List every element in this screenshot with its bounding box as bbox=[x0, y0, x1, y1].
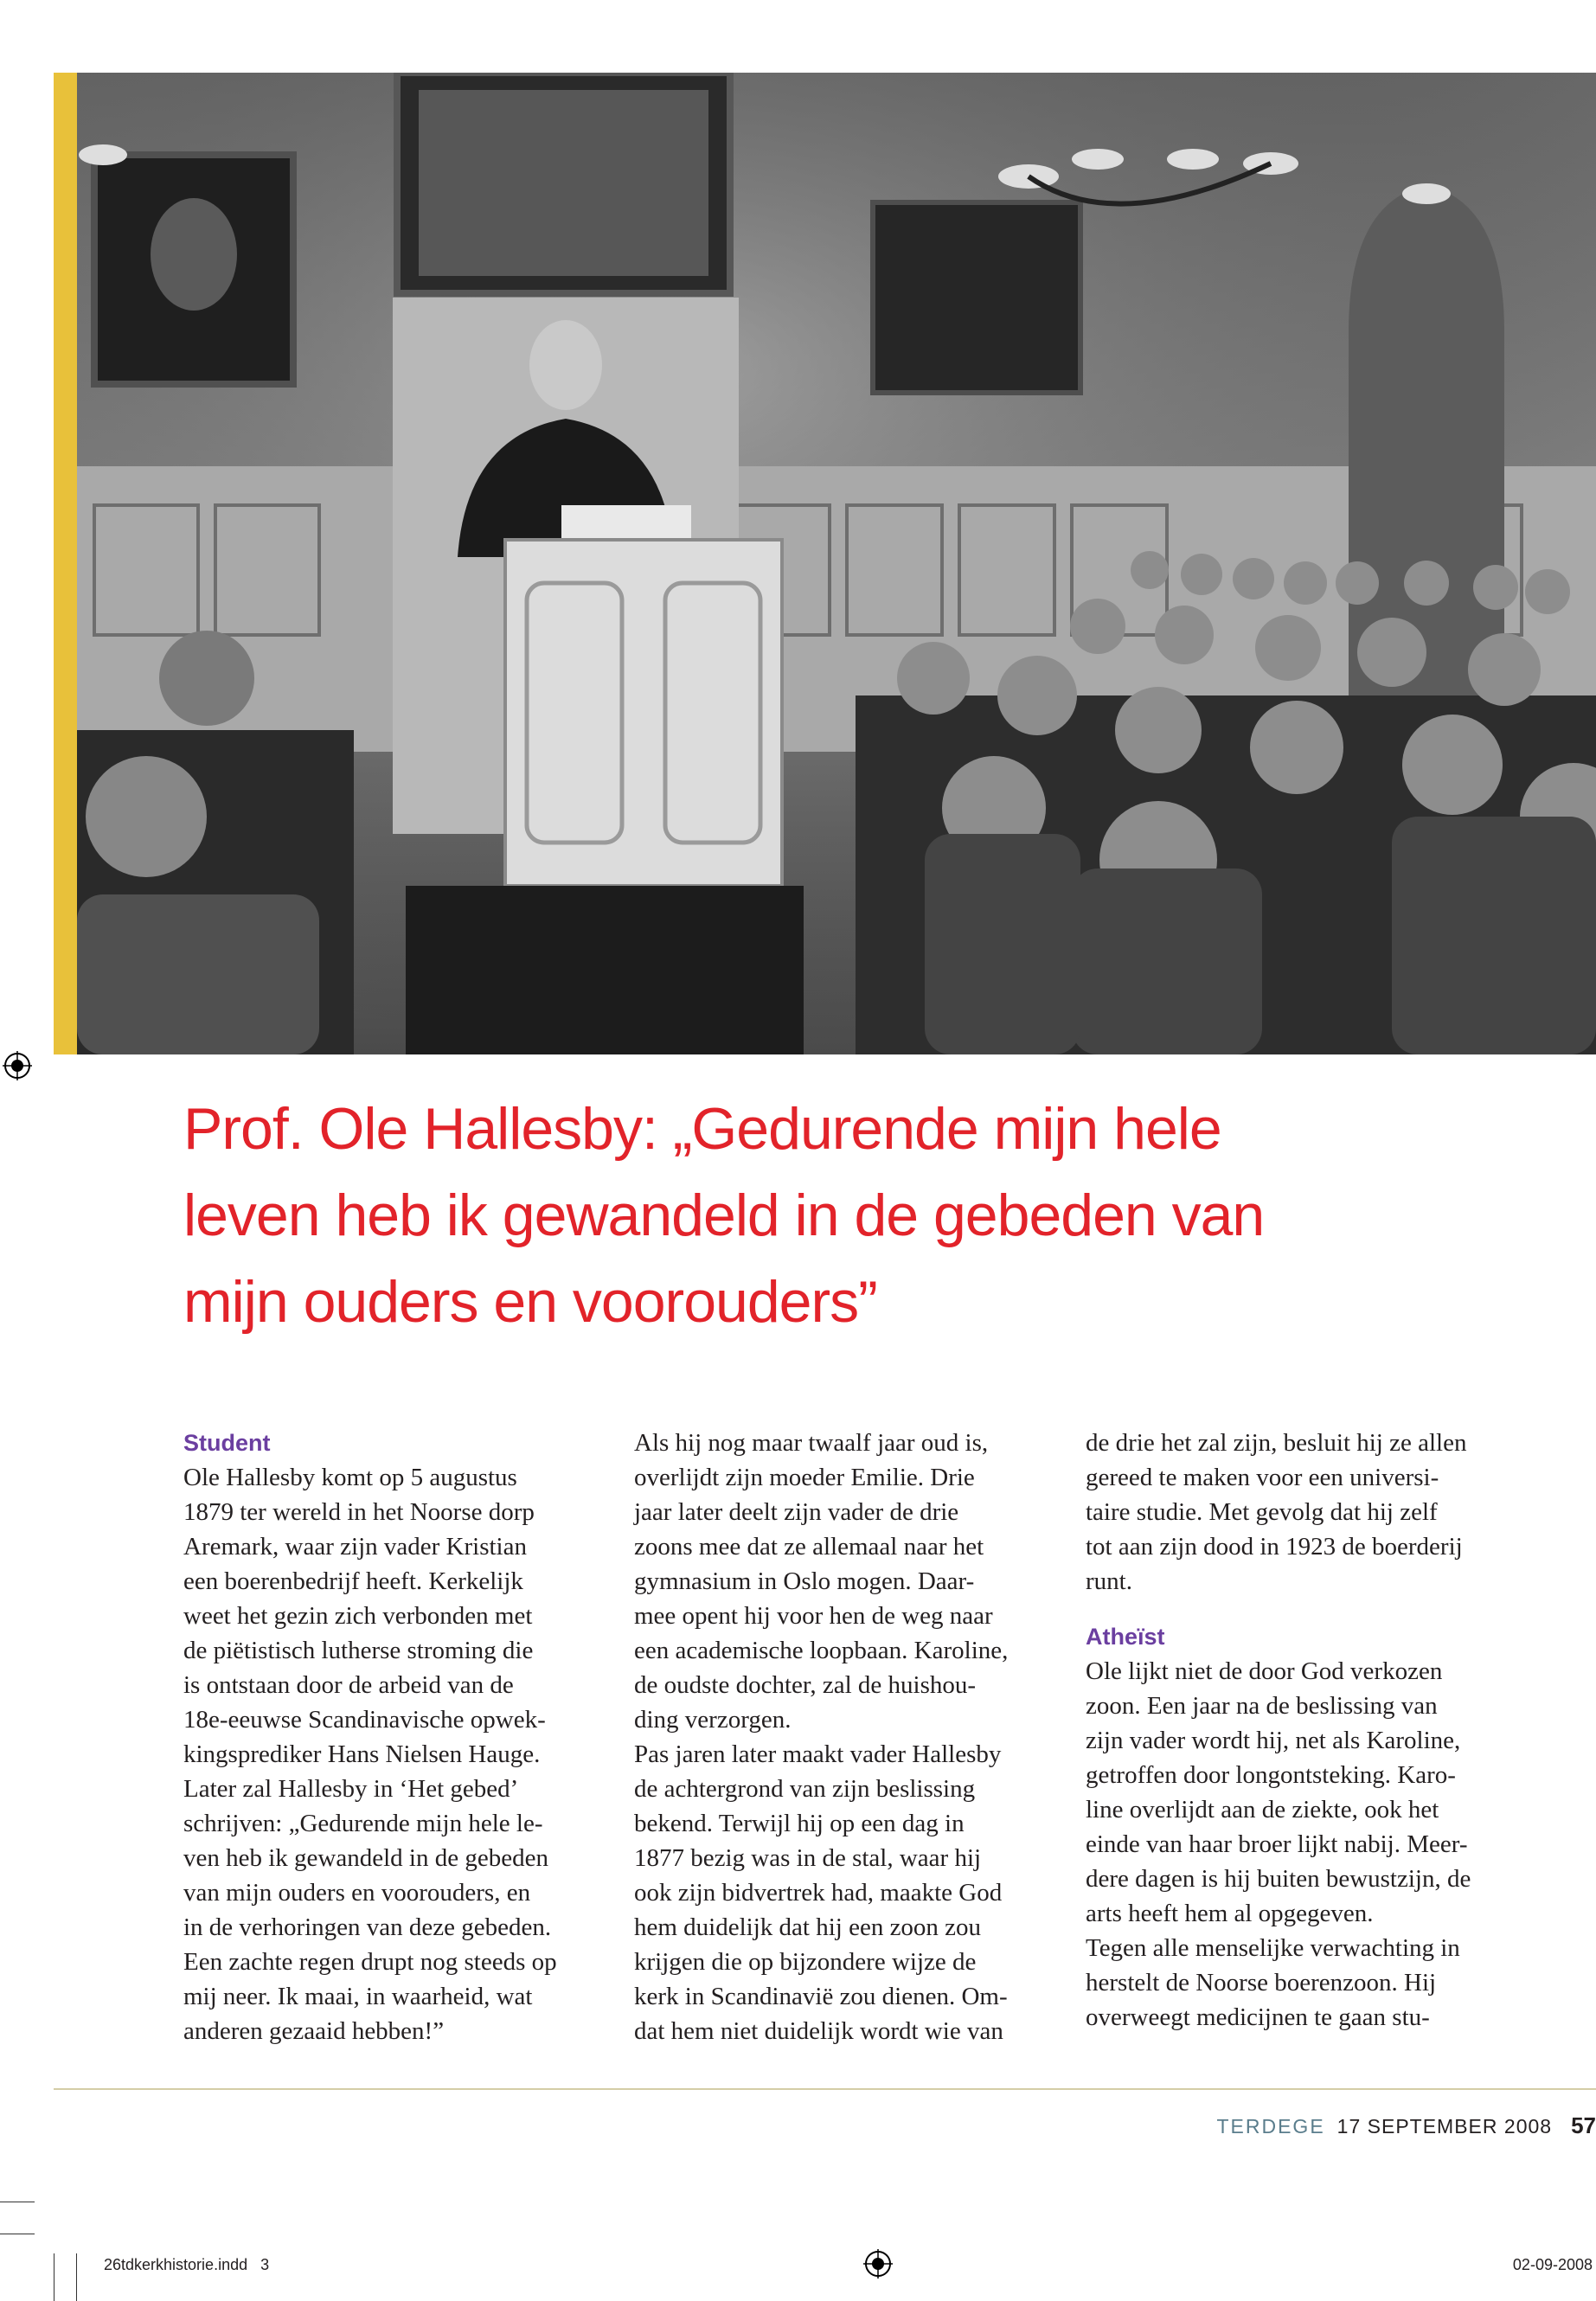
text-line: jaar later deelt zijn vader de drie bbox=[634, 1498, 959, 1526]
text-line: taire studie. Met gevolg dat hij zelf bbox=[1086, 1498, 1438, 1526]
text-line: ding verzorgen. bbox=[634, 1706, 792, 1734]
text-line: Tegen alle menselijke verwachting in bbox=[1086, 1934, 1460, 1962]
text-line: gymnasium in Oslo mogen. Daar- bbox=[634, 1567, 975, 1595]
text-line: overlijdt zijn moeder Emilie. Drie bbox=[634, 1464, 975, 1491]
crop-mark bbox=[76, 2253, 77, 2301]
text-line: overweegt medicijnen te gaan stu- bbox=[1086, 2003, 1430, 2031]
text-line: in de verhoringen van deze gebeden. bbox=[183, 1913, 552, 1941]
registration-mark-icon bbox=[863, 2249, 893, 2279]
text-line: ook zijn bidvertrek had, maakte God bbox=[634, 1879, 1003, 1907]
subheading-student: Student bbox=[183, 1430, 271, 1456]
text-line: anderen gezaaid hebben!” bbox=[183, 2017, 445, 2045]
lecture-hall-photo bbox=[77, 73, 1596, 1054]
text-line: zoon. Een jaar na de beslissing van bbox=[1086, 1692, 1438, 1720]
page-number: 57 bbox=[1571, 2112, 1596, 2138]
registration-mark-icon bbox=[3, 1051, 32, 1080]
text-line: is ontstaan door de arbeid van de bbox=[183, 1671, 514, 1699]
text-line: Een zachte regen drupt nog steeds op bbox=[183, 1948, 557, 1976]
text-line: hem duidelijk dat hij een zoon zou bbox=[634, 1913, 982, 1941]
text-line: tot aan zijn dood in 1923 de boerderij bbox=[1086, 1533, 1463, 1561]
slug-date: 02-09-2008 bbox=[1512, 2256, 1593, 2273]
text-line: mee opent hij voor hen de weg naar bbox=[634, 1602, 993, 1630]
text-column-2 bbox=[634, 1426, 1067, 2048]
text-line: gereed te maken voor een universi- bbox=[1086, 1464, 1439, 1491]
text-line: mij neer. Ik maai, in waarheid, wat bbox=[183, 1983, 533, 2010]
text-line: 18e-eeuwse Scandinavische opwek- bbox=[183, 1706, 546, 1734]
text-line: arts heeft hem al opgegeven. bbox=[1086, 1900, 1374, 1927]
text-line: zoons mee dat ze allemaal naar het bbox=[634, 1533, 984, 1561]
text-line: kerk in Scandinavië zou dienen. Om- bbox=[634, 1983, 1008, 2010]
text-line: getroffen door longontsteking. Karo- bbox=[1086, 1761, 1456, 1789]
text-line: 1877 bezig was in de stal, waar hij bbox=[634, 1844, 982, 1872]
text-line: zijn vader wordt hij, net als Karoline, bbox=[1086, 1727, 1461, 1754]
text-line: de piëtistisch lutherse stroming die bbox=[183, 1637, 534, 1664]
text-line: bekend. Terwijl hij op een dag in bbox=[634, 1810, 965, 1837]
text-line: dere dagen is hij buiten bewustzijn, de bbox=[1086, 1865, 1471, 1893]
page-footer bbox=[1216, 2112, 1596, 2139]
text-line: de achtergrond van zijn beslissing bbox=[634, 1775, 976, 1803]
issue-date: 17 SEPTEMBER 2008 bbox=[1336, 2115, 1553, 2138]
text-line: van mijn ouders en voorouders, en bbox=[183, 1879, 531, 1907]
title-line: leven heb ik gewandeld in de gebeden van bbox=[183, 1183, 1265, 1248]
slug-filename: 26tdkerkhistorie.indd 3 bbox=[104, 2256, 270, 2273]
subheading-atheist: Atheïst bbox=[1086, 1624, 1165, 1650]
text-line: 1879 ter wereld in het Noorse dorp bbox=[183, 1498, 535, 1526]
text-column-3 bbox=[1086, 1426, 1518, 2035]
text-line: Als hij nog maar twaalf jaar oud is, bbox=[634, 1429, 989, 1457]
text-line: kingsprediker Hans Nielsen Hauge. bbox=[183, 1740, 541, 1768]
article-title bbox=[183, 1086, 1533, 1345]
text-line: Aremark, waar zijn vader Kristian bbox=[183, 1533, 527, 1561]
text-line: Later zal Hallesby in ‘Het gebed’ bbox=[183, 1775, 519, 1803]
text-line: Pas jaren later maakt vader Hallesby bbox=[634, 1740, 1002, 1768]
text-line: schrijven: „Gedurende mijn hele le- bbox=[183, 1810, 543, 1837]
text-line: runt. bbox=[1086, 1567, 1132, 1595]
text-line: weet het gezin zich verbonden met bbox=[183, 1602, 533, 1630]
accent-bar bbox=[54, 73, 77, 1054]
text-column-1 bbox=[183, 1426, 616, 2048]
text-line: krijgen die op bijzondere wijze de bbox=[634, 1948, 977, 1976]
text-line: de oudste dochter, zal de huishou- bbox=[634, 1671, 977, 1699]
title-line: Prof. Ole Hallesby: „Gedurende mijn hele bbox=[183, 1096, 1221, 1162]
text-line: herstelt de Noorse boerenzoon. Hij bbox=[1086, 1969, 1437, 1997]
text-line: ven heb ik gewandeld in de gebeden bbox=[183, 1844, 548, 1872]
footer-rule bbox=[54, 2088, 1596, 2090]
text-line: een academische loopbaan. Karoline, bbox=[634, 1637, 1009, 1664]
text-line: de drie het zal zijn, besluit hij ze allen bbox=[1086, 1429, 1467, 1457]
title-line: mijn ouders en voorouders” bbox=[183, 1269, 877, 1335]
text-line: Ole lijkt niet de door God verkozen bbox=[1086, 1657, 1443, 1685]
text-line: Ole Hallesby komt op 5 augustus bbox=[183, 1464, 517, 1491]
text-line: line overlijdt aan de ziekte, ook het bbox=[1086, 1796, 1439, 1823]
text-line: einde van haar broer lijkt nabij. Meer- bbox=[1086, 1830, 1468, 1858]
text-line: dat hem niet duidelijk wordt wie van bbox=[634, 2017, 1003, 2045]
text-line: een boerenbedrijf heeft. Kerkelijk bbox=[183, 1567, 523, 1595]
magazine-name: TERDEGE bbox=[1216, 2115, 1325, 2138]
